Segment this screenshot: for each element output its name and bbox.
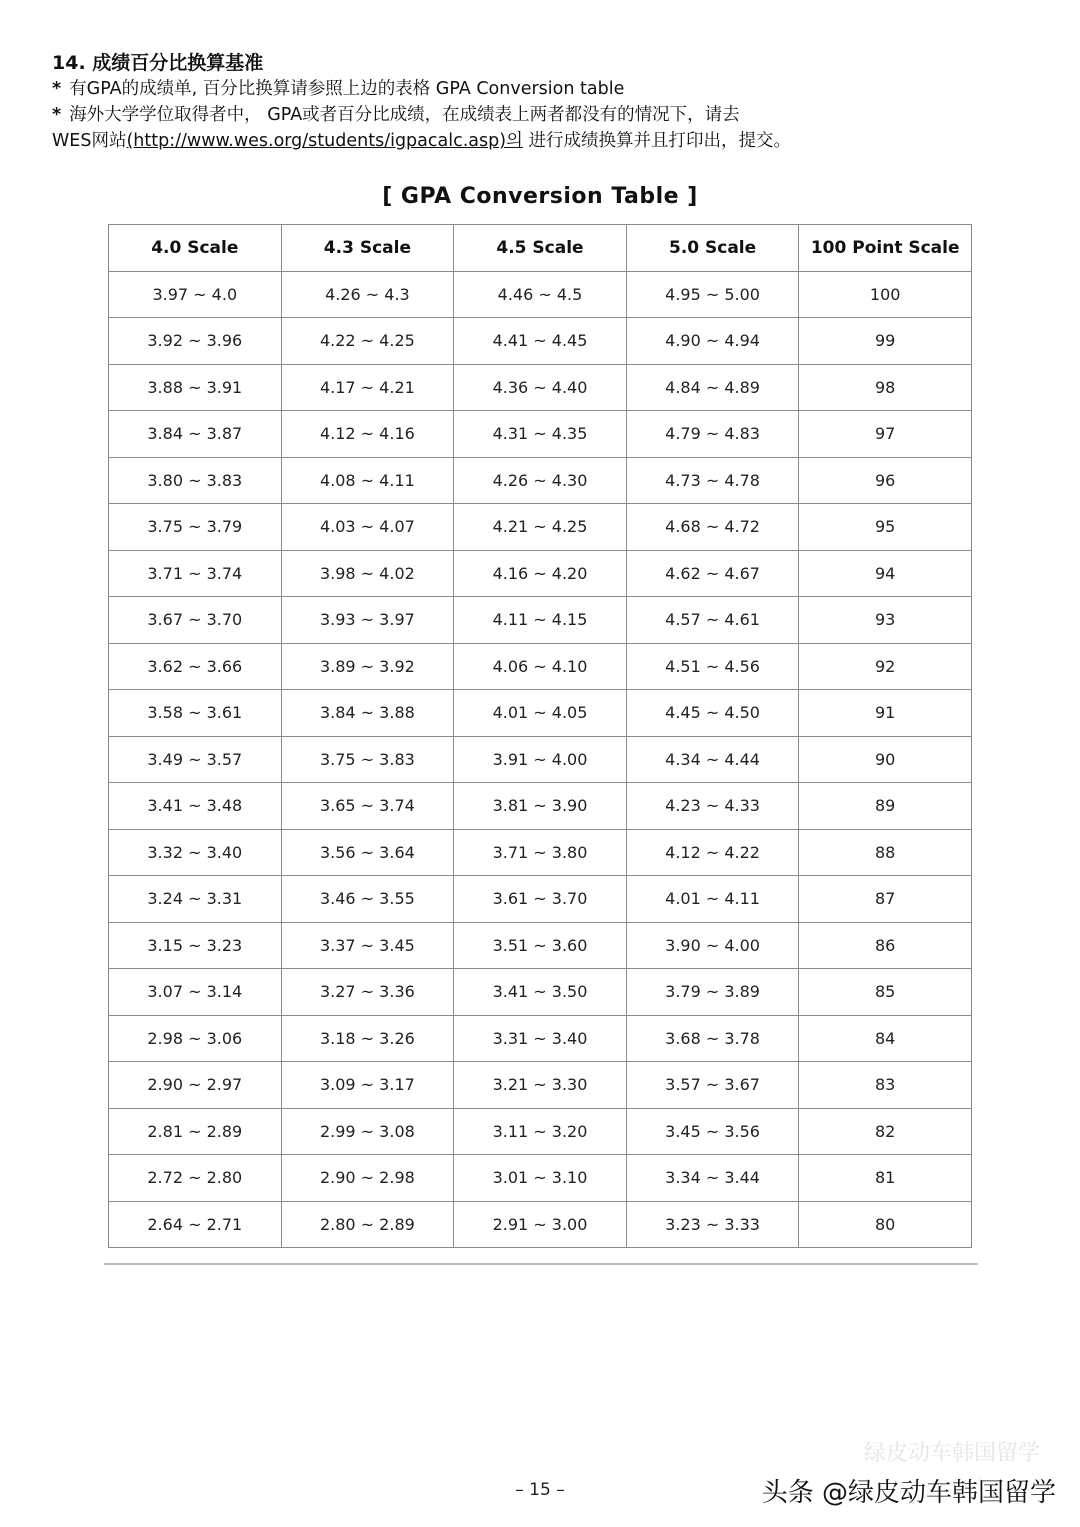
table-cell: 4.73 ~ 4.78: [626, 457, 799, 504]
table-cell: 83: [799, 1062, 972, 1109]
table-cell: 3.62 ~ 3.66: [109, 643, 282, 690]
table-cell: 90: [799, 736, 972, 783]
table-row: [109, 1155, 972, 1202]
table-cell: 4.45 ~ 4.50: [626, 690, 799, 737]
table-cell: 3.09 ~ 3.17: [281, 1062, 454, 1109]
table-cell: 87: [799, 876, 972, 923]
table-cell: 99: [799, 318, 972, 365]
table-row: [109, 643, 972, 690]
table-cell: 80: [799, 1201, 972, 1248]
table-body: [109, 271, 972, 1248]
table-cell: 3.45 ~ 3.56: [626, 1108, 799, 1155]
table-cell: 4.08 ~ 4.11: [281, 457, 454, 504]
table-cell: 3.79 ~ 3.89: [626, 969, 799, 1016]
table-cell: 4.26 ~ 4.30: [454, 457, 627, 504]
table-cell: 4.62 ~ 4.67: [626, 550, 799, 597]
table-cell: 3.46 ~ 3.55: [281, 876, 454, 923]
table-row: [109, 969, 972, 1016]
table-cell: 85: [799, 969, 972, 1016]
intro-section: [52, 50, 1042, 154]
table-cell: 4.01 ~ 4.11: [626, 876, 799, 923]
table-cell: 3.67 ~ 3.70: [109, 597, 282, 644]
table-cell: 3.31 ~ 3.40: [454, 1015, 627, 1062]
wes-link[interactable]: (http://www.wes.org/students/igpacalc.asp)의: [126, 131, 523, 151]
table-cell: 3.21 ~ 3.30: [454, 1062, 627, 1109]
table-row: [109, 364, 972, 411]
table-row: [109, 1062, 972, 1109]
table-cell: 3.51 ~ 3.60: [454, 922, 627, 969]
table-cell: 4.12 ~ 4.16: [281, 411, 454, 458]
table-cell: 3.84 ~ 3.88: [281, 690, 454, 737]
table-cell: 4.41 ~ 4.45: [454, 318, 627, 365]
table-row: [109, 783, 972, 830]
table-cell: 4.16 ~ 4.20: [454, 550, 627, 597]
table-cell: 3.61 ~ 3.70: [454, 876, 627, 923]
note-text-2: 海外大学学位取得者中， GPA或者百分比成绩，在成绩表上两者都没有的情况下，请去: [69, 105, 740, 125]
table-row: [109, 876, 972, 923]
table-cell: 4.21 ~ 4.25: [454, 504, 627, 551]
table-cell: 2.90 ~ 2.97: [109, 1062, 282, 1109]
table-cell: 2.81 ~ 2.89: [109, 1108, 282, 1155]
table-cell: 4.46 ~ 4.5: [454, 271, 627, 318]
table-cell: 3.98 ~ 4.02: [281, 550, 454, 597]
bullet-star: *: [52, 79, 62, 99]
table-row: [109, 504, 972, 551]
header-4-0-scale: 4.0 Scale: [109, 225, 282, 272]
table-cell: 3.23 ~ 3.33: [626, 1201, 799, 1248]
page-number: – 15 –: [515, 1480, 565, 1500]
table-cell: 4.79 ~ 4.83: [626, 411, 799, 458]
table-cell: 4.90 ~ 4.94: [626, 318, 799, 365]
table-cell: 3.18 ~ 3.26: [281, 1015, 454, 1062]
table-cell: 4.68 ~ 4.72: [626, 504, 799, 551]
table-cell: 93: [799, 597, 972, 644]
table-row: [109, 829, 972, 876]
table-cell: 91: [799, 690, 972, 737]
table-cell: 3.58 ~ 3.61: [109, 690, 282, 737]
table-row: [109, 457, 972, 504]
table-cell: 4.31 ~ 4.35: [454, 411, 627, 458]
table-cell: 3.24 ~ 3.31: [109, 876, 282, 923]
table-cell: 2.72 ~ 2.80: [109, 1155, 282, 1202]
table-cell: 2.64 ~ 2.71: [109, 1201, 282, 1248]
table-cell: 2.90 ~ 2.98: [281, 1155, 454, 1202]
table-cell: 4.34 ~ 4.44: [626, 736, 799, 783]
table-header-row: [109, 225, 972, 272]
table-shadow-divider: [104, 1263, 978, 1265]
header-4-3-scale: 4.3 Scale: [281, 225, 454, 272]
table-cell: 3.68 ~ 3.78: [626, 1015, 799, 1062]
table-cell: 3.57 ~ 3.67: [626, 1062, 799, 1109]
note-line-3: [52, 128, 1042, 154]
table-cell: 3.97 ~ 4.0: [109, 271, 282, 318]
table-cell: 3.71 ~ 3.80: [454, 829, 627, 876]
table-cell: 3.88 ~ 3.91: [109, 364, 282, 411]
table-row: [109, 736, 972, 783]
note-text-1: 有GPA的成绩单, 百分比换算请参照上边的表格 GPA Conversion table: [69, 79, 625, 99]
table-row: [109, 597, 972, 644]
table-cell: 3.91 ~ 4.00: [454, 736, 627, 783]
table-cell: 82: [799, 1108, 972, 1155]
table-cell: 3.11 ~ 3.20: [454, 1108, 627, 1155]
table-row: [109, 411, 972, 458]
table-cell: 4.03 ~ 4.07: [281, 504, 454, 551]
table-cell: 4.06 ~ 4.10: [454, 643, 627, 690]
table-title: [ GPA Conversion Table ]: [382, 184, 698, 209]
table-row: [109, 1108, 972, 1155]
gpa-conversion-table: [108, 224, 972, 1248]
table-cell: 3.84 ~ 3.87: [109, 411, 282, 458]
table-cell: 94: [799, 550, 972, 597]
header-100-point-scale: 100 Point Scale: [799, 225, 972, 272]
table-cell: 4.23 ~ 4.33: [626, 783, 799, 830]
table-cell: 89: [799, 783, 972, 830]
table-row: [109, 922, 972, 969]
header-5-0-scale: 5.0 Scale: [626, 225, 799, 272]
table-cell: 3.65 ~ 3.74: [281, 783, 454, 830]
table-cell: 4.95 ~ 5.00: [626, 271, 799, 318]
table-cell: 3.93 ~ 3.97: [281, 597, 454, 644]
table-cell: 3.75 ~ 3.83: [281, 736, 454, 783]
table-cell: 4.36 ~ 4.40: [454, 364, 627, 411]
table-cell: 88: [799, 829, 972, 876]
table-cell: 97: [799, 411, 972, 458]
section-heading: 14. 成绩百分比换算基准: [52, 52, 264, 74]
table-cell: 4.26 ~ 4.3: [281, 271, 454, 318]
table-cell: 3.32 ~ 3.40: [109, 829, 282, 876]
table-cell: 4.01 ~ 4.05: [454, 690, 627, 737]
table-cell: 2.91 ~ 3.00: [454, 1201, 627, 1248]
table-cell: 3.89 ~ 3.92: [281, 643, 454, 690]
table-cell: 98: [799, 364, 972, 411]
table-cell: 3.37 ~ 3.45: [281, 922, 454, 969]
note-text-3: 进行成绩换算并且打印出，提交。: [522, 131, 792, 151]
wes-site-label: WES网站: [52, 131, 127, 151]
table-cell: 2.98 ~ 3.06: [109, 1015, 282, 1062]
header-4-5-scale: 4.5 Scale: [454, 225, 627, 272]
table-cell: 3.01 ~ 3.10: [454, 1155, 627, 1202]
table-row: [109, 550, 972, 597]
table-cell: 3.27 ~ 3.36: [281, 969, 454, 1016]
table-row: [109, 690, 972, 737]
table-cell: 3.49 ~ 3.57: [109, 736, 282, 783]
table-cell: 86: [799, 922, 972, 969]
table-cell: 3.75 ~ 3.79: [109, 504, 282, 551]
table-cell: 3.34 ~ 3.44: [626, 1155, 799, 1202]
table-row: [109, 1015, 972, 1062]
table-cell: 4.17 ~ 4.21: [281, 364, 454, 411]
table-cell: 4.22 ~ 4.25: [281, 318, 454, 365]
table-cell: 3.81 ~ 3.90: [454, 783, 627, 830]
table-cell: 4.11 ~ 4.15: [454, 597, 627, 644]
note-line-1: [52, 76, 1042, 102]
table-cell: 3.41 ~ 3.48: [109, 783, 282, 830]
table-cell: 4.51 ~ 4.56: [626, 643, 799, 690]
table-cell: 3.07 ~ 3.14: [109, 969, 282, 1016]
table-cell: 3.41 ~ 3.50: [454, 969, 627, 1016]
bullet-star: *: [52, 105, 62, 125]
table-cell: 84: [799, 1015, 972, 1062]
table-row: [109, 318, 972, 365]
table-cell: 2.99 ~ 3.08: [281, 1108, 454, 1155]
faint-watermark: 绿皮动车韩国留学: [863, 1441, 1040, 1466]
note-line-2: [52, 102, 1042, 128]
table-cell: 3.92 ~ 3.96: [109, 318, 282, 365]
table-cell: 4.84 ~ 4.89: [626, 364, 799, 411]
table-cell: 95: [799, 504, 972, 551]
table-cell: 3.15 ~ 3.23: [109, 922, 282, 969]
table-row: [109, 1201, 972, 1248]
table-cell: 3.56 ~ 3.64: [281, 829, 454, 876]
table-cell: 81: [799, 1155, 972, 1202]
table-cell: 3.90 ~ 4.00: [626, 922, 799, 969]
table-cell: 3.71 ~ 3.74: [109, 550, 282, 597]
table-row: [109, 271, 972, 318]
table-cell: 3.80 ~ 3.83: [109, 457, 282, 504]
table-cell: 100: [799, 271, 972, 318]
watermark: 头条 @绿皮动车韩国留学: [761, 1478, 1056, 1508]
table-cell: 2.80 ~ 2.89: [281, 1201, 454, 1248]
table-cell: 4.12 ~ 4.22: [626, 829, 799, 876]
table-cell: 92: [799, 643, 972, 690]
table-cell: 4.57 ~ 4.61: [626, 597, 799, 644]
table-cell: 96: [799, 457, 972, 504]
